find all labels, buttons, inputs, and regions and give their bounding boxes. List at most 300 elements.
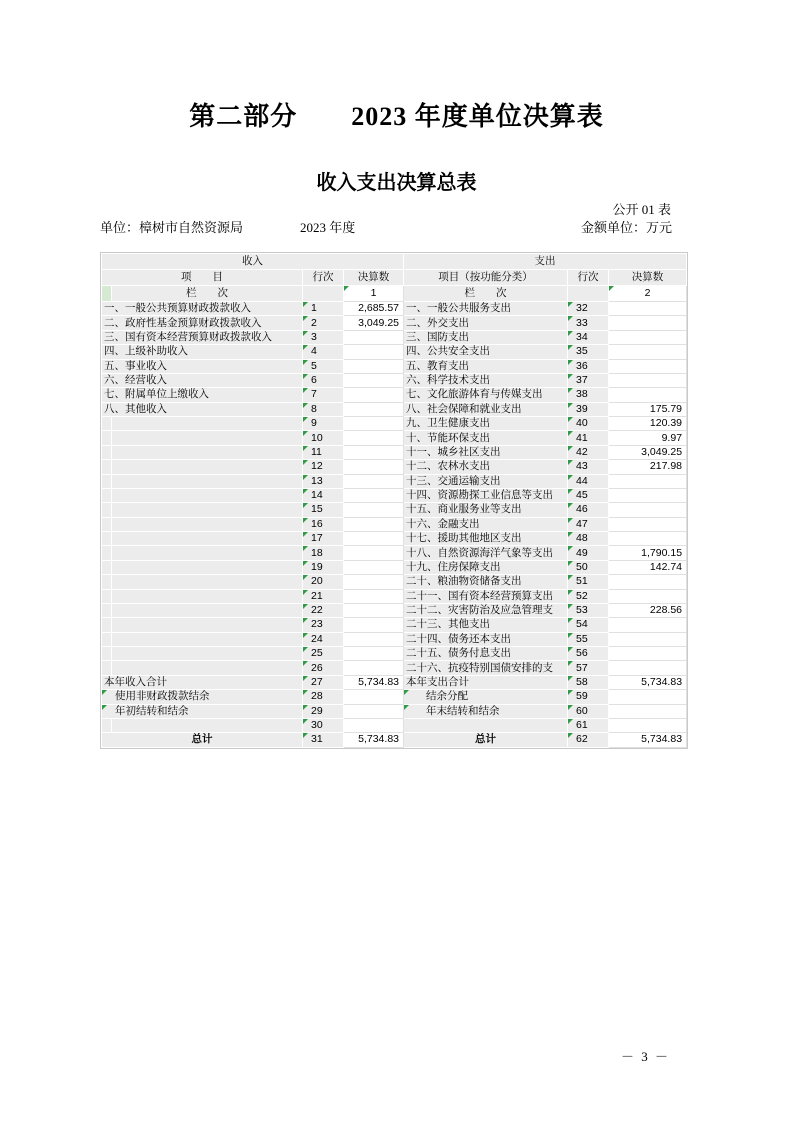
income-item-cell: [112, 488, 303, 502]
table-row: [102, 647, 687, 661]
cell-flag-icon: [303, 733, 308, 738]
table-row: [102, 460, 687, 474]
income-amount-cell: [344, 532, 404, 546]
income-item-cell: 六、经营收入: [102, 373, 303, 387]
expense-item-cell: 二十五、债务付息支出: [404, 647, 568, 661]
income-rowno-cell: 7: [303, 388, 344, 402]
spacer-cell: [102, 632, 112, 646]
cell-flag-icon: [568, 431, 573, 436]
cell-flag-icon: [568, 345, 573, 350]
income-item-cell: [112, 632, 303, 646]
amount-unit-label: 金额单位：万元: [580, 220, 672, 235]
income-item-cell: 三、国有资本经营预算财政拨款收入: [102, 330, 303, 344]
expense-item-cell: 十二、农林水支出: [404, 460, 568, 474]
income-amount-cell: [344, 690, 404, 704]
income-item-header: 项 目: [102, 270, 303, 286]
expense-amount-cell: [609, 345, 687, 359]
income-amount-cell: [344, 575, 404, 589]
income-amount-cell: [344, 503, 404, 517]
income-item-cell: [112, 417, 303, 431]
cell-flag-icon: [609, 286, 614, 291]
expense-rowno-cell: 52: [568, 589, 609, 603]
cell-flag-icon: [303, 546, 308, 551]
expense-rowno-cell: 62: [568, 733, 609, 747]
cell-flag-icon: [303, 604, 308, 609]
table-row: [102, 704, 687, 718]
table-code: 公开 01 表: [612, 202, 671, 217]
expense-section-header: 支出: [404, 254, 687, 270]
cell-flag-icon: [303, 475, 308, 480]
expense-amount-cell: 1,790.15: [609, 546, 687, 560]
expense-amount-cell: [609, 618, 687, 632]
expense-amount-cell: [609, 690, 687, 704]
expense-item-cell: 二十三、其他支出: [404, 618, 568, 632]
income-amount-cell: [344, 589, 404, 603]
income-rowno-cell: 21: [303, 589, 344, 603]
income-amount-cell: [344, 373, 404, 387]
income-rowno-cell: 12: [303, 460, 344, 474]
cell-flag-icon: [568, 302, 573, 307]
cell-flag-icon: [568, 518, 573, 523]
income-rowno-cell: 14: [303, 488, 344, 502]
table-row: [102, 345, 687, 359]
cell-flag-icon: [404, 690, 409, 695]
expense-amount-cell: 217.98: [609, 460, 687, 474]
cell-flag-icon: [303, 705, 308, 710]
expense-rowno-cell: 55: [568, 632, 609, 646]
income-amount-cell: 3,049.25: [344, 316, 404, 330]
expense-rowno-cell: 46: [568, 503, 609, 517]
cell-flag-icon: [568, 316, 573, 321]
expense-amount-cell: [609, 302, 687, 316]
income-amount-header: 决算数: [344, 270, 404, 286]
expense-rowno-cell: 37: [568, 373, 609, 387]
expense-amount-cell: [609, 359, 687, 373]
expense-amount-cell: [609, 474, 687, 488]
income-item-cell: [112, 618, 303, 632]
income-rowno-cell: 8: [303, 402, 344, 416]
table-row: [102, 546, 687, 560]
income-rowno-cell: 19: [303, 560, 344, 574]
income-item-cell: 八、其他收入: [102, 402, 303, 416]
income-item-cell: 五、事业收入: [102, 359, 303, 373]
income-rowno-cell: 23: [303, 618, 344, 632]
expense-rowno-header: 行次: [568, 270, 609, 286]
cell-flag-icon: [303, 417, 308, 422]
income-item-cell: 四、上级补助收入: [102, 345, 303, 359]
spacer-cell: [102, 560, 112, 574]
income-rowno-blank: [303, 286, 344, 302]
page-number: － 3 －: [620, 1049, 670, 1064]
cell-flag-icon: [303, 460, 308, 465]
income-item-cell: [112, 589, 303, 603]
expense-amount-cell: [609, 575, 687, 589]
income-rowno-cell: 31: [303, 733, 344, 747]
cell-flag-icon: [303, 446, 308, 451]
cell-flag-icon: [568, 360, 573, 365]
income-rowno-cell: 4: [303, 345, 344, 359]
expense-amount-cell: 9.97: [609, 431, 687, 445]
expense-item-cell: 二十一、国有资本经营预算支出: [404, 589, 568, 603]
cell-flag-icon: [303, 374, 308, 379]
income-item-cell: [112, 431, 303, 445]
cell-flag-icon: [568, 446, 573, 451]
spacer-cell: [102, 618, 112, 632]
table-row: [102, 431, 687, 445]
income-item-cell: [112, 546, 303, 560]
income-item-cell: 一、一般公共预算财政拨款收入: [102, 302, 303, 316]
cell-flag-icon: [303, 590, 308, 595]
expense-rowno-cell: 34: [568, 330, 609, 344]
expense-rowno-cell: 53: [568, 603, 609, 617]
table-row: [102, 575, 687, 589]
cell-flag-icon: [303, 489, 308, 494]
cell-flag-icon: [303, 676, 308, 681]
spacer-cell: [102, 532, 112, 546]
expense-item-cell: 二十、粮油物资储备支出: [404, 575, 568, 589]
income-amount-cell: [344, 603, 404, 617]
table-body: [102, 254, 687, 748]
expense-amount-cell: [609, 388, 687, 402]
table-row: [102, 632, 687, 646]
spacer-cell: [102, 474, 112, 488]
expense-item-cell: 十六、金融支出: [404, 517, 568, 531]
spacer-cell: [102, 589, 112, 603]
expense-amount-cell: [609, 704, 687, 718]
income-col-index: 1: [370, 287, 377, 299]
income-amount-cell: [344, 330, 404, 344]
cell-flag-icon: [303, 690, 308, 695]
cell-flag-icon: [568, 604, 573, 609]
income-rowno-cell: 22: [303, 603, 344, 617]
cell-flag-icon: [303, 388, 308, 393]
income-amount-cell: 2,685.57: [344, 302, 404, 316]
income-amount-cell: [344, 388, 404, 402]
table-row: [102, 402, 687, 416]
income-section-header: 收入: [102, 254, 404, 270]
income-amount-cell: [344, 474, 404, 488]
expense-amount-cell: 5,734.83: [609, 675, 687, 689]
expense-amount-cell: 142.74: [609, 560, 687, 574]
income-rowno-cell: 27: [303, 675, 344, 689]
spacer-cell: [102, 503, 112, 517]
spacer-cell: [102, 575, 112, 589]
expense-amount-cell: [609, 632, 687, 646]
income-item-cell: [112, 474, 303, 488]
expense-amount-cell: [609, 316, 687, 330]
cell-flag-icon: [568, 719, 573, 724]
income-amount-cell: [344, 718, 404, 732]
income-rowno-cell: 25: [303, 647, 344, 661]
income-amount-cell: [344, 517, 404, 531]
income-rowno-cell: 5: [303, 359, 344, 373]
expense-amount-cell: [609, 647, 687, 661]
cell-flag-icon: [344, 286, 349, 291]
expense-item-cell: 六、科学技术支出: [404, 373, 568, 387]
cell-flag-icon: [303, 647, 308, 652]
spacer-cell: [102, 603, 112, 617]
expense-item-cell: 本年支出合计: [404, 675, 568, 689]
table-row: [102, 330, 687, 344]
expense-item-cell: 四、公共安全支出: [404, 345, 568, 359]
expense-item-cell: 十、节能环保支出: [404, 431, 568, 445]
spacer-cell: [102, 417, 112, 431]
cell-flag-icon: [568, 489, 573, 494]
income-item-cell: 本年收入合计: [102, 675, 303, 689]
income-item-cell: [112, 718, 303, 732]
expense-rowno-cell: 39: [568, 402, 609, 416]
expense-rowno-cell: 43: [568, 460, 609, 474]
expense-col-index-cell: [609, 286, 687, 302]
expense-item-cell: 十九、住房保障支出: [404, 560, 568, 574]
cell-flag-icon: [303, 403, 308, 408]
table-row: [102, 503, 687, 517]
meta-line: [100, 217, 672, 236]
income-column-label: 栏 次: [112, 286, 303, 302]
cell-flag-icon: [303, 518, 308, 523]
expense-amount-cell: [609, 718, 687, 732]
cell-flag-icon: [568, 546, 573, 551]
income-rowno-cell: 24: [303, 632, 344, 646]
cell-flag-icon: [568, 705, 573, 710]
cell-flag-icon: [303, 532, 308, 537]
expense-rowno-cell: 41: [568, 431, 609, 445]
cell-flag-icon: [102, 705, 107, 710]
cell-flag-icon: [568, 690, 573, 695]
expense-amount-cell: [609, 517, 687, 531]
cell-flag-icon: [568, 331, 573, 336]
cell-flag-icon: [568, 403, 573, 408]
cell-flag-icon: [568, 647, 573, 652]
spacer-cell: [102, 517, 112, 531]
income-rowno-cell: 10: [303, 431, 344, 445]
expense-amount-cell: 120.39: [609, 417, 687, 431]
cell-flag-icon: [303, 719, 308, 724]
income-rowno-cell: 17: [303, 532, 344, 546]
cell-flag-icon: [303, 661, 308, 666]
expense-item-cell: 一、一般公共服务支出: [404, 302, 568, 316]
income-item-cell: [112, 575, 303, 589]
income-amount-cell: [344, 632, 404, 646]
spacer-cell: [102, 445, 112, 459]
income-item-cell: [112, 517, 303, 531]
expense-amount-cell: [609, 373, 687, 387]
expense-item-cell: 结余分配: [404, 690, 568, 704]
expense-rowno-cell: 54: [568, 618, 609, 632]
table-row: [102, 445, 687, 459]
expense-rowno-cell: 60: [568, 704, 609, 718]
cell-flag-icon: [303, 503, 308, 508]
expense-amount-cell: [609, 532, 687, 546]
cell-flag-icon: [303, 316, 308, 321]
cell-flag-icon: [568, 633, 573, 638]
section-header-row: [102, 254, 687, 270]
table-row: [102, 532, 687, 546]
expense-rowno-cell: 61: [568, 718, 609, 732]
expense-rowno-cell: 57: [568, 661, 609, 675]
expense-item-header: 项目（按功能分类）: [404, 270, 568, 286]
cell-flag-icon: [102, 690, 107, 695]
expense-rowno-cell: 42: [568, 445, 609, 459]
cell-flag-icon: [568, 618, 573, 623]
expense-rowno-cell: 36: [568, 359, 609, 373]
table-row: [102, 589, 687, 603]
cell-flag-icon: [303, 331, 308, 336]
expense-amount-cell: 175.79: [609, 402, 687, 416]
expense-item-cell: 十一、城乡社区支出: [404, 445, 568, 459]
expense-amount-cell: [609, 330, 687, 344]
spacer-cell: [102, 661, 112, 675]
income-amount-cell: 5,734.83: [344, 733, 404, 747]
spacer-cell: [102, 718, 112, 732]
table-row: [102, 488, 687, 502]
income-amount-cell: [344, 560, 404, 574]
spacer-cell: [102, 546, 112, 560]
expense-rowno-cell: 40: [568, 417, 609, 431]
cell-flag-icon: [568, 460, 573, 465]
cell-flag-icon: [303, 431, 308, 436]
expense-item-cell: 十四、资源勘探工业信息等支出: [404, 488, 568, 502]
expense-item-cell: 十七、援助其他地区支出: [404, 532, 568, 546]
cell-flag-icon: [568, 388, 573, 393]
expense-rowno-cell: 48: [568, 532, 609, 546]
unit-label: 单位：樟树市自然资源局: [100, 220, 244, 235]
expense-item-cell: 二、外交支出: [404, 316, 568, 330]
cell-flag-icon: [568, 661, 573, 666]
cell-flag-icon: [568, 561, 573, 566]
expense-amount-cell: [609, 661, 687, 675]
cell-flag-icon: [568, 676, 573, 681]
income-item-cell: [112, 661, 303, 675]
table-row: [102, 618, 687, 632]
expense-amount-cell: [609, 488, 687, 502]
expense-item-cell: 二十六、抗疫特别国债安排的支: [404, 661, 568, 675]
income-col-index-cell: [344, 286, 404, 302]
income-rowno-cell: 15: [303, 503, 344, 517]
income-item-cell: [112, 460, 303, 474]
expense-rowno-cell: 44: [568, 474, 609, 488]
expense-rowno-cell: 47: [568, 517, 609, 531]
income-item-cell: 二、政府性基金预算财政拨款收入: [102, 316, 303, 330]
income-rowno-cell: 6: [303, 373, 344, 387]
income-rowno-cell: 29: [303, 704, 344, 718]
table-row: [102, 603, 687, 617]
expense-rowno-cell: 38: [568, 388, 609, 402]
expense-item-cell: 十五、商业服务业等支出: [404, 503, 568, 517]
income-item-cell: 总计: [102, 733, 303, 747]
income-rowno-cell: 11: [303, 445, 344, 459]
income-item-cell: [112, 603, 303, 617]
expense-column-label: 栏 次: [404, 286, 568, 302]
income-item-cell: 七、附属单位上缴收入: [102, 388, 303, 402]
spacer-cell: [102, 460, 112, 474]
table-row: [102, 675, 687, 689]
expense-amount-cell: 5,734.83: [609, 733, 687, 747]
income-item-cell: 年初结转和结余: [102, 704, 303, 718]
expense-rowno-blank: [568, 286, 609, 302]
table-row: [102, 388, 687, 402]
expense-rowno-cell: 33: [568, 316, 609, 330]
cell-flag-icon: [568, 475, 573, 480]
income-amount-cell: [344, 618, 404, 632]
expense-rowno-cell: 49: [568, 546, 609, 560]
income-item-cell: [112, 532, 303, 546]
corner-cell: [102, 286, 112, 302]
cell-flag-icon: [303, 618, 308, 623]
income-rowno-cell: 13: [303, 474, 344, 488]
expense-item-cell: [404, 718, 568, 732]
income-rowno-cell: 18: [303, 546, 344, 560]
income-amount-cell: [344, 359, 404, 373]
expense-item-cell: 九、卫生健康支出: [404, 417, 568, 431]
table-row: [102, 316, 687, 330]
income-item-cell: 使用非财政拨款结余: [102, 690, 303, 704]
spacer-cell: [102, 431, 112, 445]
income-amount-cell: [344, 460, 404, 474]
income-item-cell: [112, 647, 303, 661]
income-amount-cell: [344, 647, 404, 661]
income-rowno-cell: 26: [303, 661, 344, 675]
income-amount-cell: [344, 661, 404, 675]
income-amount-cell: [344, 704, 404, 718]
income-amount-cell: [344, 546, 404, 560]
income-amount-cell: [344, 345, 404, 359]
income-amount-cell: [344, 402, 404, 416]
cell-flag-icon: [568, 590, 573, 595]
cell-flag-icon: [568, 733, 573, 738]
income-rowno-cell: 2: [303, 316, 344, 330]
expense-item-cell: 十三、交通运输支出: [404, 474, 568, 488]
expense-item-cell: 八、社会保障和就业支出: [404, 402, 568, 416]
cell-flag-icon: [303, 575, 308, 580]
cell-flag-icon: [568, 532, 573, 537]
income-rowno-cell: 3: [303, 330, 344, 344]
expense-item-cell: 二十四、债务还本支出: [404, 632, 568, 646]
expense-rowno-cell: 50: [568, 560, 609, 574]
expense-amount-cell: [609, 503, 687, 517]
spacer-cell: [102, 488, 112, 502]
table-row: [102, 661, 687, 675]
table-row: [102, 517, 687, 531]
expense-rowno-cell: 56: [568, 647, 609, 661]
income-amount-cell: [344, 488, 404, 502]
income-amount-cell: [344, 445, 404, 459]
expense-item-cell: 十八、自然资源海洋气象等支出: [404, 546, 568, 560]
table-row: [102, 417, 687, 431]
cell-flag-icon: [568, 374, 573, 379]
cell-flag-icon: [303, 302, 308, 307]
income-rowno-cell: 28: [303, 690, 344, 704]
expense-item-cell: 三、国防支出: [404, 330, 568, 344]
year-label: 2023 年度: [300, 220, 356, 235]
table-row: [102, 302, 687, 316]
income-rowno-header: 行次: [303, 270, 344, 286]
expense-amount-cell: 228.56: [609, 603, 687, 617]
income-amount-cell: [344, 431, 404, 445]
income-amount-cell: 5,734.83: [344, 675, 404, 689]
expense-item-cell: 五、教育支出: [404, 359, 568, 373]
spacer-cell: [102, 647, 112, 661]
income-rowno-cell: 20: [303, 575, 344, 589]
cell-flag-icon: [303, 360, 308, 365]
page-title: 第二部分 2023 年度单位决算表: [189, 102, 604, 131]
expense-rowno-cell: 35: [568, 345, 609, 359]
table-row: [102, 690, 687, 704]
decision-table-wrap: [100, 252, 688, 749]
income-rowno-cell: 1: [303, 302, 344, 316]
cell-flag-icon: [568, 575, 573, 580]
expense-item-cell: 年末结转和结余: [404, 704, 568, 718]
